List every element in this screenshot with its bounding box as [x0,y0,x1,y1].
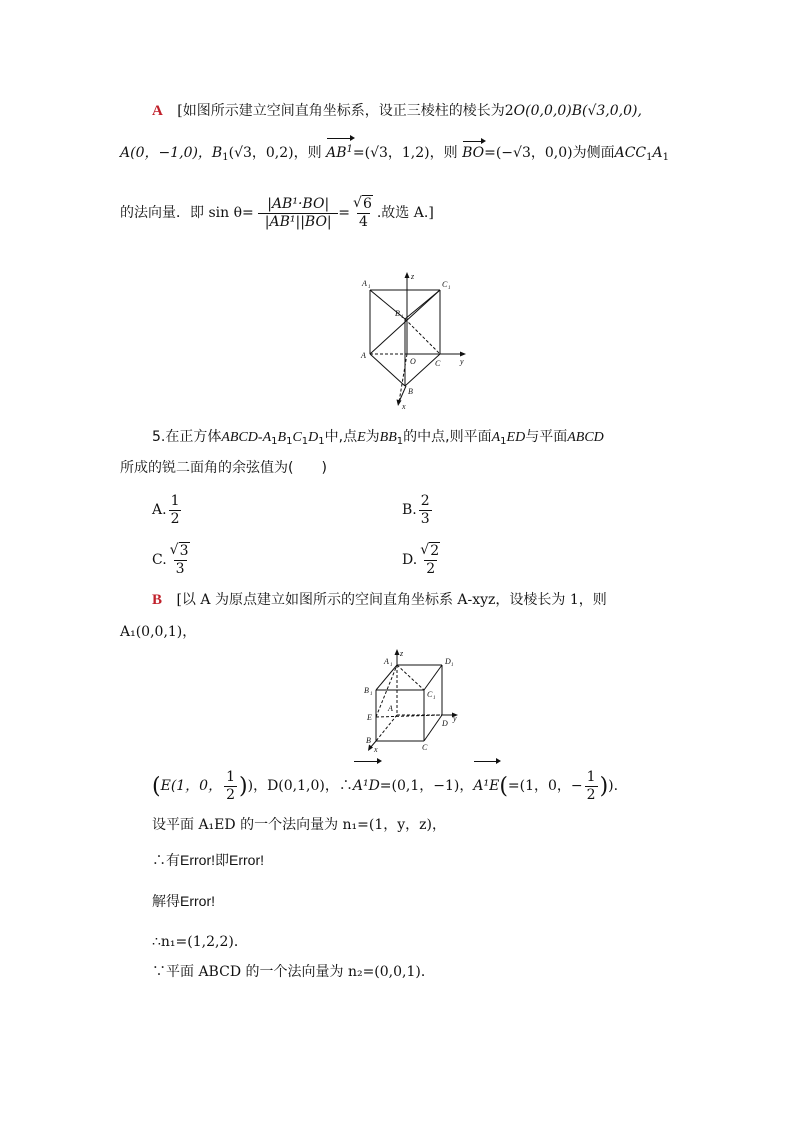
plane-a1ed: A [491,430,501,445]
label2-x: x [374,745,378,754]
equals-sign: = [338,205,350,221]
q4-text2a: A(0，−1,0)，B [120,145,223,161]
option-d [402,538,444,582]
q4-text2d: =(−√3，0,0)为侧面 [484,145,615,161]
option-a-den: 2 [170,510,180,527]
sol5-text3b: )，D(0,1,0)，∴ [247,778,353,794]
label2-C1: C [427,690,433,699]
option-c-den: 3 [175,560,185,577]
label2-A1: A [384,657,389,666]
option-b [402,488,434,532]
sol5-frac1-num: 1 [226,768,236,785]
cube-name: ABCD-A [221,430,272,445]
q4-text1: [如图所示建立空间直角坐标系，设正三棱柱的棱长为2 [177,103,514,119]
q4-text2c: =(√3，1,2)，则 [352,145,458,161]
q5-stem-part1: 5.在正方体 [152,429,222,445]
sol5-line5: ∴有Error!即Error! [152,852,264,868]
sol5-line4: 设平面 A₁ED 的一个法向量为 n₁=(1，y，z)， [152,817,446,833]
option-d-letter: D. [402,552,418,568]
q5-stem-line1: 5.在正方体ABCD-$A_1B_1C_1D_1$中,点E为$BB_1$的中点,则平面$A_1ED$与平面ABCD [152,429,604,447]
label2-A: A [388,704,393,713]
label-x: x [402,402,406,411]
option-c [152,538,194,582]
label-A1: A [362,279,367,288]
plane-abcd: ABCD [567,430,604,445]
option-a-num: 1 [170,492,180,509]
sol5-line3: (E(1，0， $\frac{1}{2}$ ))，D(0,1,0)，∴A¹D=(0,1，−1)，A¹E(=(1，0，− $\frac{1}{2}$ )). [152,763,618,809]
q4-text2b: (√3，0,2)，则 [228,145,322,161]
label-A: A [361,351,366,360]
label-O: O [410,357,416,366]
root-6: 6 [362,195,372,212]
frac-den-4: 4 [358,213,368,230]
sol5-text3c: =(0,1，−1)， [379,778,474,794]
option-d-num: 2 [430,542,440,559]
q4-text3a: 的法向量．即 sin θ= [120,205,254,221]
q4-text3b: .故选 A.] [376,205,434,221]
label2-B: B [366,736,371,745]
label-C: C [435,359,441,368]
label2-z: z [400,649,404,658]
vector-ab1: $AB^1$ [326,140,353,163]
label-B1: B [395,309,400,318]
option-c-letter: C. [152,552,167,568]
q4-text1-tail: O(0,0,0)B(√3,0,0), [513,103,642,119]
label-C1: C [442,280,448,289]
svg-text:1: 1 [390,663,393,668]
option-b-num: 2 [420,492,430,509]
option-c-num: 3 [179,542,189,559]
label2-y: y [453,714,457,723]
svg-text:1: 1 [451,663,454,668]
option-b-letter: B. [402,502,417,518]
sol5-text3d: =(1，0，− [507,778,583,794]
label-y: y [460,357,464,366]
q5-stem-part2: 中,点 [324,429,358,445]
q4-line3 [120,183,434,243]
vector-bo: BO [462,145,485,161]
sol5-frac2-num: 1 [586,768,596,785]
point-e: E [357,430,366,445]
label2-D1: D [445,657,451,666]
fraction-result [352,196,375,231]
sol5-line6: 解得Error! [152,893,215,909]
q4-line2: A(0，−1,0)，$B_1(√3$，0,2)，则 $AB^1=(√3$，1,2)，则 BO=(−√3，0,0)为侧面$ACC_1A_1$ [120,140,669,168]
q5-stem-part4: 的中点,则平面 [403,429,492,445]
svg-text:1: 1 [368,285,371,290]
frac-denominator: |AB¹||BO| [258,213,338,231]
answer-label-b: B [152,592,163,608]
svg-text:1: 1 [370,692,373,697]
vector-a1d: A¹D [353,763,380,809]
vector-a1e: A¹E [473,763,499,809]
sol5-frac2-den: 2 [586,786,596,803]
sol5-line7: ∴n₁=(1,2,2)． [152,934,248,950]
option-a-letter: A. [152,502,167,518]
label2-B1: B [364,686,369,695]
answer-label: A [152,103,163,119]
q4-line1 [152,101,642,121]
prism-figure [350,268,480,413]
fraction-sin [260,196,336,231]
q5-stem-part3: 为 [365,429,380,445]
sol5-text3e: ). [608,778,619,794]
label-B: B [408,387,413,396]
option-b-den: 3 [420,510,430,527]
svg-text:1: 1 [401,315,404,320]
cube-figure [360,648,470,754]
face-label2: A [652,145,663,161]
q5-stem-part5: 与平面 [525,429,568,445]
face-label: ACC [614,145,647,161]
sol5-line8: ∵平面 ABCD 的一个法向量为 n₂=(0,0,1)． [152,964,435,980]
frac-numerator: |AB¹·BO| [267,195,330,212]
label2-D: D [442,719,448,728]
sol5-text3a: E(1，0， [160,778,223,794]
label2-E: E [367,713,372,722]
label2-C: C [422,743,428,752]
edge-bb1: BB [379,430,397,445]
svg-text:1: 1 [448,286,451,291]
sol5-line1 [152,590,607,610]
svg-text:1: 1 [433,696,436,701]
option-a [152,488,183,532]
label-z: z [411,272,415,281]
sol5-frac1-den: 2 [226,786,236,803]
sol5-text1: [以 A 为原点建立如图所示的空间直角坐标系 A-xyz，设棱长为 1，则 [176,592,607,608]
option-d-den: 2 [426,560,436,577]
sol5-line2: A₁(0,0,1)， [120,624,197,640]
q5-stem-line2: 所成的锐二面角的余弦值为( ) [120,460,327,476]
